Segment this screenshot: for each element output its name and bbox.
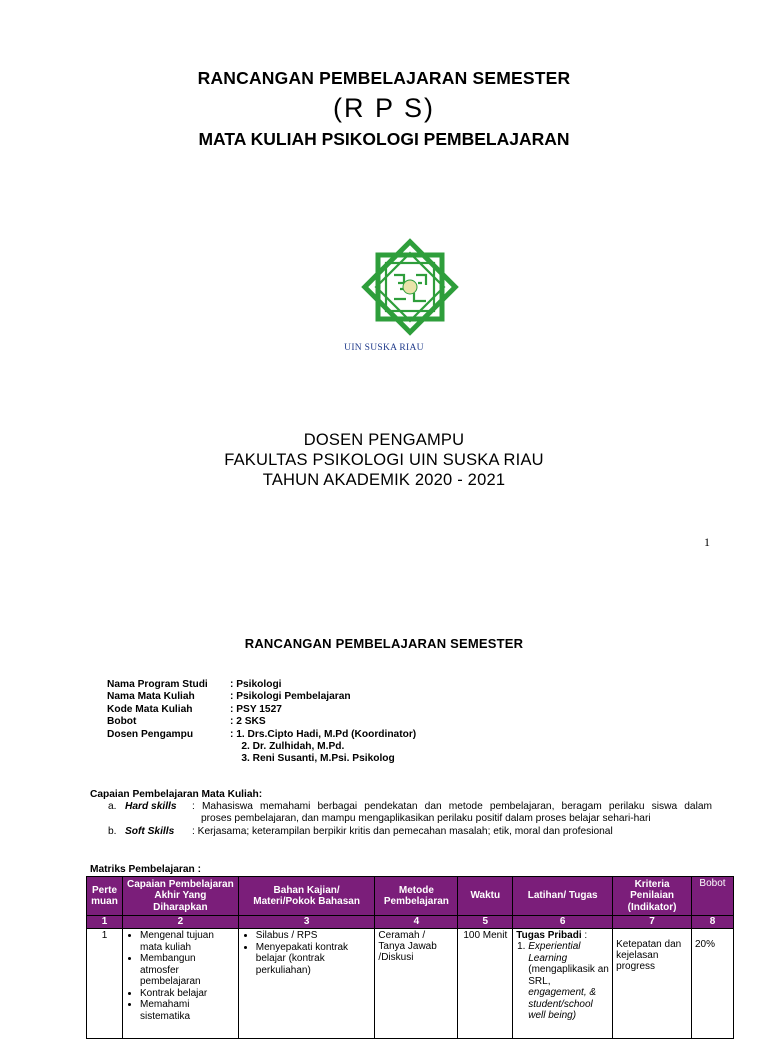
col-number: 6 (513, 916, 613, 929)
info-row: 3. Reni Susanti, M.Psi. Psikolog (230, 753, 395, 765)
cell-pertemuan: 1 (87, 929, 123, 1039)
cover-title-line2: (R P S) (332, 93, 435, 123)
col-number: 3 (238, 916, 375, 929)
matriks-table (86, 876, 734, 1039)
capaian-letter-a: a. (108, 801, 117, 812)
info-row: 2. Dr. Zulhidah, M.Pd. (230, 741, 345, 753)
list-item: • Kontrak belajar (140, 988, 235, 1000)
col-number: 8 (692, 916, 734, 929)
list-item: • Membangun atmosfer pembelajaran (140, 953, 235, 988)
info-row: Dosen Pengampu : 1. Drs.Cipto Hadi, M.Pd (Koordinator) (107, 728, 417, 740)
rps-heading: RANCANGAN PEMBELAJARAN SEMESTER (244, 636, 524, 651)
list-item: • Menyepakati kontrak belajar (kontrak perkuliahan) (256, 942, 372, 977)
uin-suska-logo-icon (356, 235, 464, 339)
table-number-row (87, 916, 734, 929)
course-info (107, 679, 416, 766)
col-number: 1 (87, 916, 123, 929)
dosen-pengampu-line: DOSEN PENGAMPU (303, 431, 465, 449)
list-item: • Memahami sistematika (140, 999, 235, 1022)
col-header: Metode Pembelajaran (375, 877, 458, 916)
cell-tugas (513, 929, 613, 1039)
col-number: 2 (122, 916, 238, 929)
col-header: Kriteria Penilaian (Indikator) (613, 877, 692, 916)
capaian-text-b1: : Kerjasama; keterampilan berpikir kritis dan pemecahan masalah; etik, moral dan profesional (192, 826, 613, 837)
capaian-letter-b: b. (108, 826, 117, 837)
tugas-title: Tugas Pribadi (516, 930, 582, 941)
cell-capaian (122, 929, 238, 1039)
capaian-text-a2: proses pembelajaran, dan mampu mengaplikasikan perilaku positif dalam proses belajar sehari-hari (201, 813, 651, 824)
col-header: Waktu (458, 877, 513, 916)
col-header: Bobot (692, 877, 734, 916)
table-row (87, 929, 734, 1039)
col-number: 7 (613, 916, 692, 929)
list-item: 1. Experiential Learning (mengaplikasik an SRL, engagement, & student/school well being) (528, 941, 609, 1022)
col-header: Capaian Pembelajaran Akhir Yang Diharapkan (122, 877, 238, 916)
capaian-text-a1: : Mahasiswa memahami berbagai pendekatan dan metode pembelajaran, beragam perilaku siswa dalam (192, 801, 712, 812)
cell-kriteria: Ketepatan dan kejelasan progress (613, 929, 692, 1039)
page-number: 1 (704, 535, 710, 549)
info-row: Kode Mata Kuliah : PSY 1527 (107, 703, 282, 715)
cover-title-line1: RANCANGAN PEMBELAJARAN SEMESTER (197, 68, 571, 88)
logo-caption: UIN SUSKA RIAU (344, 343, 424, 353)
list-item: • Silabus / RPS (256, 930, 372, 942)
tugas-suffix: : (581, 930, 588, 941)
info-row: Nama Mata Kuliah : Psikologi Pembelajaran (107, 691, 351, 703)
table-header-row (87, 877, 734, 916)
capaian-title: Capaian Pembelajaran Mata Kuliah: (90, 789, 263, 800)
info-row: Bobot : 2 SKS (107, 716, 266, 728)
cell-bobot: 20% (692, 929, 734, 1039)
col-header: Bahan Kajian/ Materi/Pokok Bahasan (238, 877, 375, 916)
info-row: Nama Program Studi : Psikologi (107, 679, 282, 690)
col-header: Latihan/ Tugas (513, 877, 613, 916)
capaian-label-soft: Soft Skills (125, 826, 175, 837)
col-number: 5 (458, 916, 513, 929)
cell-bahan (238, 929, 375, 1039)
cell-metode: Ceramah / Tanya Jawab /Diskusi (375, 929, 458, 1039)
col-number: 4 (375, 916, 458, 929)
capaian-label-hard: Hard skills (125, 801, 177, 812)
cell-waktu: 100 Menit (458, 929, 513, 1039)
matriks-title: Matriks Pembelajaran : (90, 864, 201, 875)
cover-title-line3: MATA KULIAH PSIKOLOGI PEMBELAJARAN (198, 129, 570, 149)
faculty-line: FAKULTAS PSIKOLOGI UIN SUSKA RIAU (224, 451, 544, 469)
col-header: Perte muan (87, 877, 123, 916)
list-item: • Mengenal tujuan mata kuliah (140, 930, 235, 953)
academic-year-line: TAHUN AKADEMIK 2020 - 2021 (262, 471, 506, 489)
